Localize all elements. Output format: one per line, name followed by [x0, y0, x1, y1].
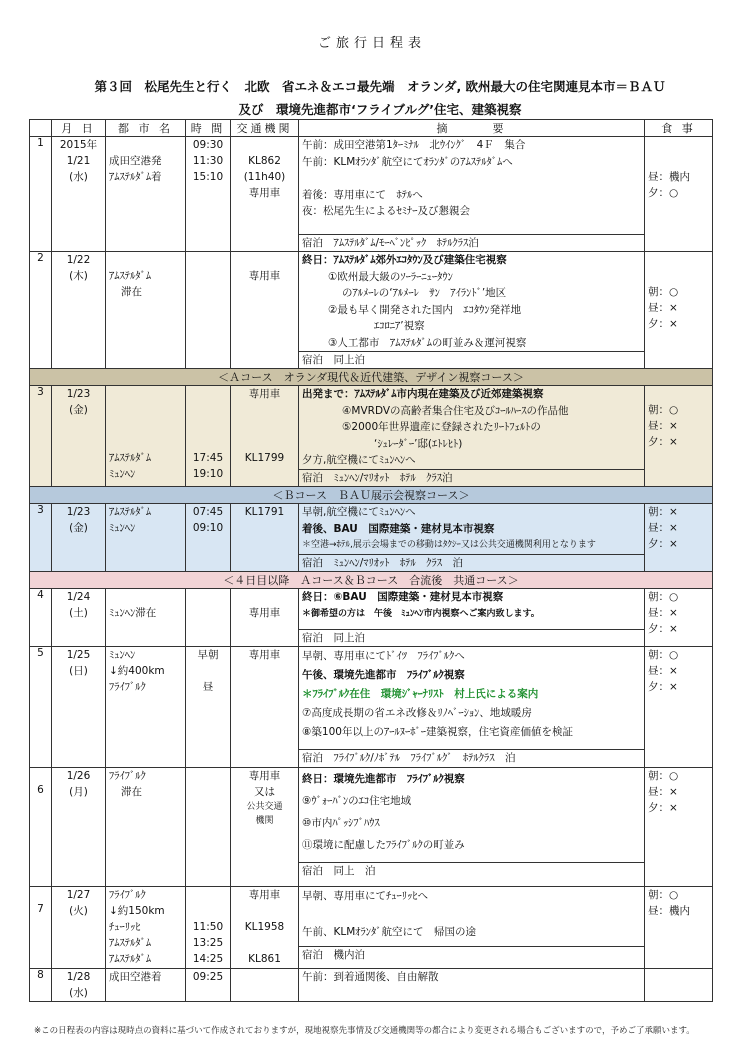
date-cell — [52, 252, 106, 369]
table-row — [30, 589, 713, 630]
tour-subtitle-line2: 及び 環境先進都市‘フライブルグ’住宅、建築視察 — [238, 102, 522, 117]
transport-line: 又は — [254, 786, 275, 798]
meal-line: 夕：× — [648, 538, 678, 550]
meals-cell — [645, 137, 713, 252]
transport-line: (11h40) — [243, 171, 286, 183]
date-line: 1/24 — [66, 591, 91, 603]
city-cell — [106, 504, 186, 572]
time-line: 09:10 — [192, 522, 224, 534]
time-line: 19:10 — [192, 468, 224, 480]
stay-cell: 宿泊 ﾐｭﾝﾍﾝ/ﾏﾘｵｯﾄ ﾎﾃﾙ ｸﾗｽ泊 — [299, 470, 645, 487]
meal-line: 昼：機内 — [648, 171, 690, 183]
summary-line: 終日：ｱﾑｽﾃﾙﾀﾞﾑ郊外ｴｺﾀｳﾝ及び建築住宅視察 — [302, 254, 507, 266]
summary-line: 着後：専用車にて ﾎﾃﾙへ — [302, 188, 423, 201]
time-cell — [186, 504, 231, 572]
date-line: 1/22 — [66, 254, 91, 266]
time-cell — [186, 768, 231, 887]
summary-line: ③人工都市 ｱﾑｽﾃﾙﾀﾞﾑの町並み＆運河視察 — [328, 336, 527, 349]
table-row — [30, 504, 713, 555]
header-date: 月 日 — [52, 120, 106, 137]
meal-line: 朝：○ — [648, 404, 679, 416]
summary-line: 着後、BAU 国際建築・建材見本市視察 — [302, 522, 495, 535]
header-summary: 摘 要 — [299, 120, 645, 137]
summary-cell — [299, 504, 645, 555]
city-line: ﾌﾗｲﾌﾞﾙｸ — [109, 681, 146, 693]
date-cell — [52, 386, 106, 487]
date-line: (水) — [69, 987, 88, 999]
city-cell: 成田空港着 — [106, 969, 186, 1002]
meal-line: 朝：○ — [648, 770, 679, 782]
meal-line: 夕：× — [648, 623, 678, 635]
time-line: 09:30 — [192, 139, 224, 151]
meal-line: 夕：× — [648, 681, 678, 693]
transport-line: KL862 — [248, 155, 281, 167]
meal-line: 朝：○ — [648, 649, 679, 661]
city-cell — [106, 647, 186, 768]
date-line: (日) — [69, 665, 88, 677]
meal-line: 昼：機内 — [648, 905, 690, 917]
table-row — [30, 969, 713, 1002]
date-line: 1/28 — [66, 971, 91, 983]
time-cell — [186, 137, 231, 252]
date-line: (水) — [69, 171, 88, 183]
date-cell — [52, 504, 106, 572]
city-cell — [106, 768, 186, 887]
city-cell — [106, 252, 186, 369]
transport-cell — [231, 589, 299, 647]
day-number: 5 — [30, 647, 52, 768]
transport-line: 公共交通 — [246, 802, 283, 812]
transport-cell — [231, 768, 299, 887]
meal-line: 夕：× — [648, 802, 678, 814]
transport-line: KL861 — [248, 953, 281, 965]
transport-cell — [231, 647, 299, 768]
summary-line: ＊御希望の方は 午後 ﾐｭﾝﾍﾝ市内視察へご案内致します。 — [302, 608, 540, 619]
meal-line: 昼：× — [648, 302, 678, 314]
summary-line: ④MVRDVの高齢者集合住宅及びｺｰﾙﾊｰｽの作品他 — [342, 404, 569, 417]
stay-cell: 宿泊 ﾐｭﾝﾍﾝ/ﾏﾘｵｯﾄ ﾎﾃﾙ ｸﾗｽ 泊 — [299, 555, 645, 572]
meal-line: 朝：○ — [648, 286, 679, 298]
stay-cell: 宿泊 ｱﾑｽﾃﾙﾀﾞﾑ/ﾓｰﾍﾞﾝﾋﾟｯｸ ﾎﾃﾙｸﾗｽ泊 — [299, 235, 645, 252]
summary-cell — [299, 969, 645, 1002]
meal-line: 朝：× — [648, 506, 678, 518]
meal-line: 昼：× — [648, 786, 678, 798]
city-line: ｱﾑｽﾃﾙﾀﾞﾑ — [109, 937, 151, 949]
time-line: 17:45 — [192, 452, 224, 464]
summary-line: のｱﾙﾒｰﾚの‘ｱﾙﾒｰﾚ ｻﾝ ｱｲﾗﾝﾄﾞ’地区 — [342, 287, 507, 299]
document-title: ご旅行日程表 — [317, 36, 426, 51]
date-line: (金) — [69, 522, 88, 534]
header-number — [30, 120, 52, 137]
transport-line: KL1791 — [244, 506, 285, 518]
transport-line: KL1958 — [244, 921, 285, 933]
time-line: 07:45 — [192, 506, 224, 518]
meals-cell — [645, 647, 713, 768]
summary-cell — [299, 768, 645, 863]
transport-line: 機関 — [255, 816, 274, 826]
meal-line: 夕：○ — [648, 187, 679, 199]
course-b-banner-text: ＜Ｂコース ＢＡＵ展示会視察コース＞ — [30, 487, 713, 504]
summary-line: 早朝、専用車にてﾁｭｰﾘｯﾋへ — [302, 890, 428, 902]
summary-line — [302, 170, 641, 187]
table-row — [30, 768, 713, 863]
date-line: 1/21 — [66, 155, 91, 167]
date-line: 2015年 — [59, 139, 98, 151]
city-cell — [106, 386, 186, 487]
summary-line: ②最も早く開発された国内 ｴｺﾀｳﾝ発祥地 — [328, 303, 522, 316]
meal-line: 昼：× — [648, 665, 678, 677]
day-number: 6 — [30, 768, 52, 887]
time-line: 15:10 — [192, 171, 224, 183]
summary-line: 出発まで：ｱﾑｽﾃﾙﾀﾞﾑ市内現在建築及び近郊建築視察 — [302, 388, 544, 400]
city-line: ﾐｭﾝﾍﾝ — [109, 468, 136, 480]
summary-line: 午前：到着通関後、自由解散 — [302, 971, 439, 983]
summary-line: ｴｺﾛﾆｱ’視察 — [374, 320, 425, 332]
day-number: 4 — [30, 589, 52, 647]
transport-cell — [231, 386, 299, 487]
summary-cell — [299, 252, 645, 352]
meals-cell — [645, 589, 713, 647]
city-line: ｱﾑｽﾃﾙﾀﾞﾑ — [109, 506, 151, 518]
time-cell — [186, 252, 231, 369]
header-transport: 交通機関 — [231, 120, 299, 137]
transport-cell — [231, 137, 299, 252]
date-line: (月) — [69, 786, 88, 798]
date-line: (火) — [69, 905, 88, 917]
city-line: ﾁｭｰﾘｯﾋ — [109, 921, 141, 933]
time-line: 11:50 — [192, 921, 224, 933]
day-number: 2 — [30, 252, 52, 369]
table-row — [30, 137, 713, 235]
city-line: ﾐｭﾝﾍﾝ — [109, 522, 136, 534]
summary-line: ①欧州最大級のｿｰﾗｰﾆｭｰﾀｳﾝ — [328, 270, 453, 283]
day-number: 7 — [30, 887, 52, 969]
summary-cell — [299, 647, 645, 750]
city-line: ﾌﾗｲﾌﾞﾙｸ — [109, 889, 146, 901]
tour-subtitle-line1: 第３回 松尾先生と行く 北欧 省エネ＆エコ最先端 オランダ, 欧州最大の住宅関連見本市＝ＢＡＵ — [94, 79, 666, 94]
date-cell — [52, 969, 106, 1002]
course-a-banner — [30, 369, 713, 386]
city-line: 成田空港発 — [109, 155, 162, 167]
stay-cell: 宿泊 同上泊 — [299, 352, 645, 369]
meal-line: 昼：× — [648, 522, 678, 534]
transport-line: 専用車 — [248, 270, 281, 282]
city-line: 滞在 — [121, 786, 142, 798]
transport-line: 専用車 — [248, 607, 281, 619]
summary-line: 早朝,航空機にてﾐｭﾝﾍﾝへ — [302, 506, 416, 518]
meals-cell — [645, 887, 713, 969]
header-meals: 食 事 — [645, 120, 713, 137]
date-line: 1/25 — [66, 649, 91, 661]
date-line: 1/23 — [66, 506, 91, 518]
transport-line: KL1799 — [244, 452, 285, 464]
transport-note: ＊空港→ﾎﾃﾙ,展示会場までの移動はﾀｸｼｰ又は公共交通機関利用となります — [302, 540, 596, 550]
summary-line: ⑤2000年世界遺産に登録されたﾘｰﾄﾌｪﾙﾄの — [342, 421, 541, 433]
stay-cell: 宿泊 ﾌﾗｲﾌﾞﾙｸ/ﾉﾎﾞﾃﾙ ﾌﾗｲﾌﾞﾙｸﾞ ﾎﾃﾙｸﾗｽ 泊 — [299, 750, 645, 768]
summary-cell — [299, 887, 645, 947]
transport-cell — [231, 504, 299, 572]
time-cell: 09:25 — [186, 969, 231, 1002]
date-cell — [52, 768, 106, 887]
city-line: ｱﾑｽﾃﾙﾀﾞﾑ — [109, 452, 151, 464]
meal-line: 朝：○ — [648, 591, 679, 603]
time-line: 14:25 — [192, 953, 224, 965]
transport-cell — [231, 887, 299, 969]
day-number: 3 — [30, 504, 52, 572]
meal-line: 昼：× — [648, 420, 678, 432]
meals-cell — [645, 969, 713, 1002]
time-line: 13:25 — [192, 937, 224, 949]
transport-line: 専用車 — [248, 889, 281, 901]
table-row — [30, 386, 713, 470]
summary-line: ‘ｼｭﾚｰﾀﾞｰ’邸(ｴﾄﾚﾋﾄ) — [374, 437, 463, 450]
date-line: 1/26 — [66, 770, 91, 782]
transport-line: 専用車 — [248, 649, 281, 661]
summary-line: 午後、環境先進都市 ﾌﾗｲﾌﾞﾙｸ視察 — [302, 669, 465, 681]
date-line: (金) — [69, 404, 88, 416]
transport-cell — [231, 252, 299, 369]
stay-cell: 宿泊 機内泊 — [299, 947, 645, 969]
summary-line: ⑩市内ﾊﾟｯｼﾌﾞﾊｳｽ — [302, 817, 380, 829]
city-cell — [106, 589, 186, 647]
header-time: 時 間 — [186, 120, 231, 137]
meal-line: 朝：○ — [648, 889, 679, 901]
date-line: (土) — [69, 607, 88, 619]
city-line: ↓約150km — [109, 905, 165, 917]
transport-line: 専用車 — [248, 388, 281, 400]
meals-cell — [645, 768, 713, 887]
day-number: 3 — [30, 386, 52, 487]
summary-line: ⑪環境に配慮したﾌﾗｲﾌﾞﾙｸの町並み — [302, 839, 465, 851]
summary-line: ⑧築100年以上のｱｰﾙﾇｰﾎﾞｰ建築視察，住宅資産価値を検証 — [302, 726, 573, 738]
summary-line: 早朝、専用車にてﾄﾞｲﾂ ﾌﾗｲﾌﾞﾙｸへ — [302, 650, 465, 662]
meal-line: 夕：× — [648, 436, 678, 448]
time-cell — [186, 386, 231, 487]
itinerary-table — [29, 119, 713, 1002]
course-b-banner — [30, 487, 713, 504]
meal-line: 昼：× — [648, 607, 678, 619]
summary-cell — [299, 589, 645, 630]
date-line: 1/27 — [66, 889, 91, 901]
date-line: 1/23 — [66, 388, 91, 400]
time-line: 昼 — [202, 681, 214, 693]
table-header-row — [30, 120, 713, 137]
guide-note: ＊ﾌﾗｲﾌﾞﾙｸ在住 環境ｼﾞｬｰﾅﾘｽﾄ 村上氏による案内 — [302, 688, 539, 700]
date-cell — [52, 137, 106, 252]
summary-line: ⑨ｳﾞｫｰﾊﾞﾝのｴｺ住宅地域 — [302, 795, 412, 807]
common-course-banner — [30, 572, 713, 589]
date-cell — [52, 887, 106, 969]
summary-line: 夕方,航空機にてﾐｭﾝﾍﾝへ — [302, 454, 416, 466]
date-cell — [52, 647, 106, 768]
summary-line: 午前：KLMｵﾗﾝﾀﾞ航空にてｵﾗﾝﾀﾞのｱﾑｽﾃﾙﾀﾞﾑへ — [302, 155, 513, 168]
summary-line: ⑦高度成長期の省エネ改修＆ﾘﾉﾍﾞｰｼｮﾝ、地域暖房 — [302, 707, 532, 719]
city-line: ﾌﾗｲﾌﾞﾙｸ — [109, 770, 146, 782]
time-cell — [186, 589, 231, 647]
city-line: ｱﾑｽﾃﾙﾀﾞﾑ着 — [109, 171, 162, 183]
city-line: ｱﾑｽﾃﾙﾀﾞﾑ — [109, 953, 151, 965]
city-cell — [106, 137, 186, 252]
time-cell — [186, 647, 231, 768]
transport-cell — [231, 969, 299, 1002]
summary-line: 午前：成田空港第1ﾀｰﾐﾅﾙ 北ｳｲﾝｸﾞ 4Ｆ 集合 — [302, 139, 526, 151]
date-cell — [52, 589, 106, 647]
time-line: 早朝 — [197, 649, 219, 661]
summary-cell — [299, 137, 645, 235]
meal-line: 夕：× — [648, 318, 678, 330]
stay-cell: 宿泊 同上泊 — [299, 630, 645, 647]
time-line: 11:30 — [192, 155, 224, 167]
transport-line: 専用車 — [248, 187, 281, 199]
city-line: ｱﾑｽﾃﾙﾀﾞﾑ — [109, 270, 151, 282]
meals-cell — [645, 386, 713, 487]
course-a-banner-text: ＜Ａコース オランダ現代＆近代建築、デザイン視察コース＞ — [30, 369, 713, 386]
summary-line: 午前、KLMｵﾗﾝﾀﾞ航空にて 帰国の途 — [302, 926, 477, 938]
city-line — [109, 137, 182, 153]
summary-line: 終日：環境先進都市 ﾌﾗｲﾌﾞﾙｸ視察 — [302, 773, 465, 785]
time-cell — [186, 887, 231, 969]
city-line: ﾐｭﾝﾍﾝ — [109, 649, 136, 661]
transport-line: 専用車 — [248, 770, 281, 782]
table-row — [30, 887, 713, 947]
date-line: (木) — [69, 270, 88, 282]
city-line: ↓約400km — [109, 665, 165, 677]
day-number: 8 — [30, 969, 52, 1002]
summary-cell — [299, 386, 645, 470]
meals-cell — [645, 252, 713, 369]
day-number: 1 — [30, 137, 52, 252]
meals-cell — [645, 504, 713, 572]
transport-line — [234, 137, 295, 153]
summary-line: 夜：松尾先生によるｾﾐﾅｰ及び懇親会 — [302, 205, 470, 217]
stay-cell: 宿泊 同上 泊 — [299, 863, 645, 887]
common-course-banner-text: ＜４日目以降 Ａコース＆Ｂコース 合流後 共通コース＞ — [30, 572, 713, 589]
city-line: ﾐｭﾝﾍﾝ滞在 — [109, 607, 157, 619]
header-city: 都 市 名 — [106, 120, 186, 137]
city-line: 滞在 — [121, 286, 142, 298]
table-row — [30, 647, 713, 750]
city-cell — [106, 887, 186, 969]
footnote: ※この日程表の内容は現時点の資料に基づいて作成されておりますが，現地視察先事情及び交通機関等の都合により変更される場合もございますので，予めご了承願います。 — [34, 1026, 695, 1036]
table-row — [30, 252, 713, 352]
summary-line: 終日：⑥BAU 国際建築・建材見本市視察 — [302, 591, 504, 603]
